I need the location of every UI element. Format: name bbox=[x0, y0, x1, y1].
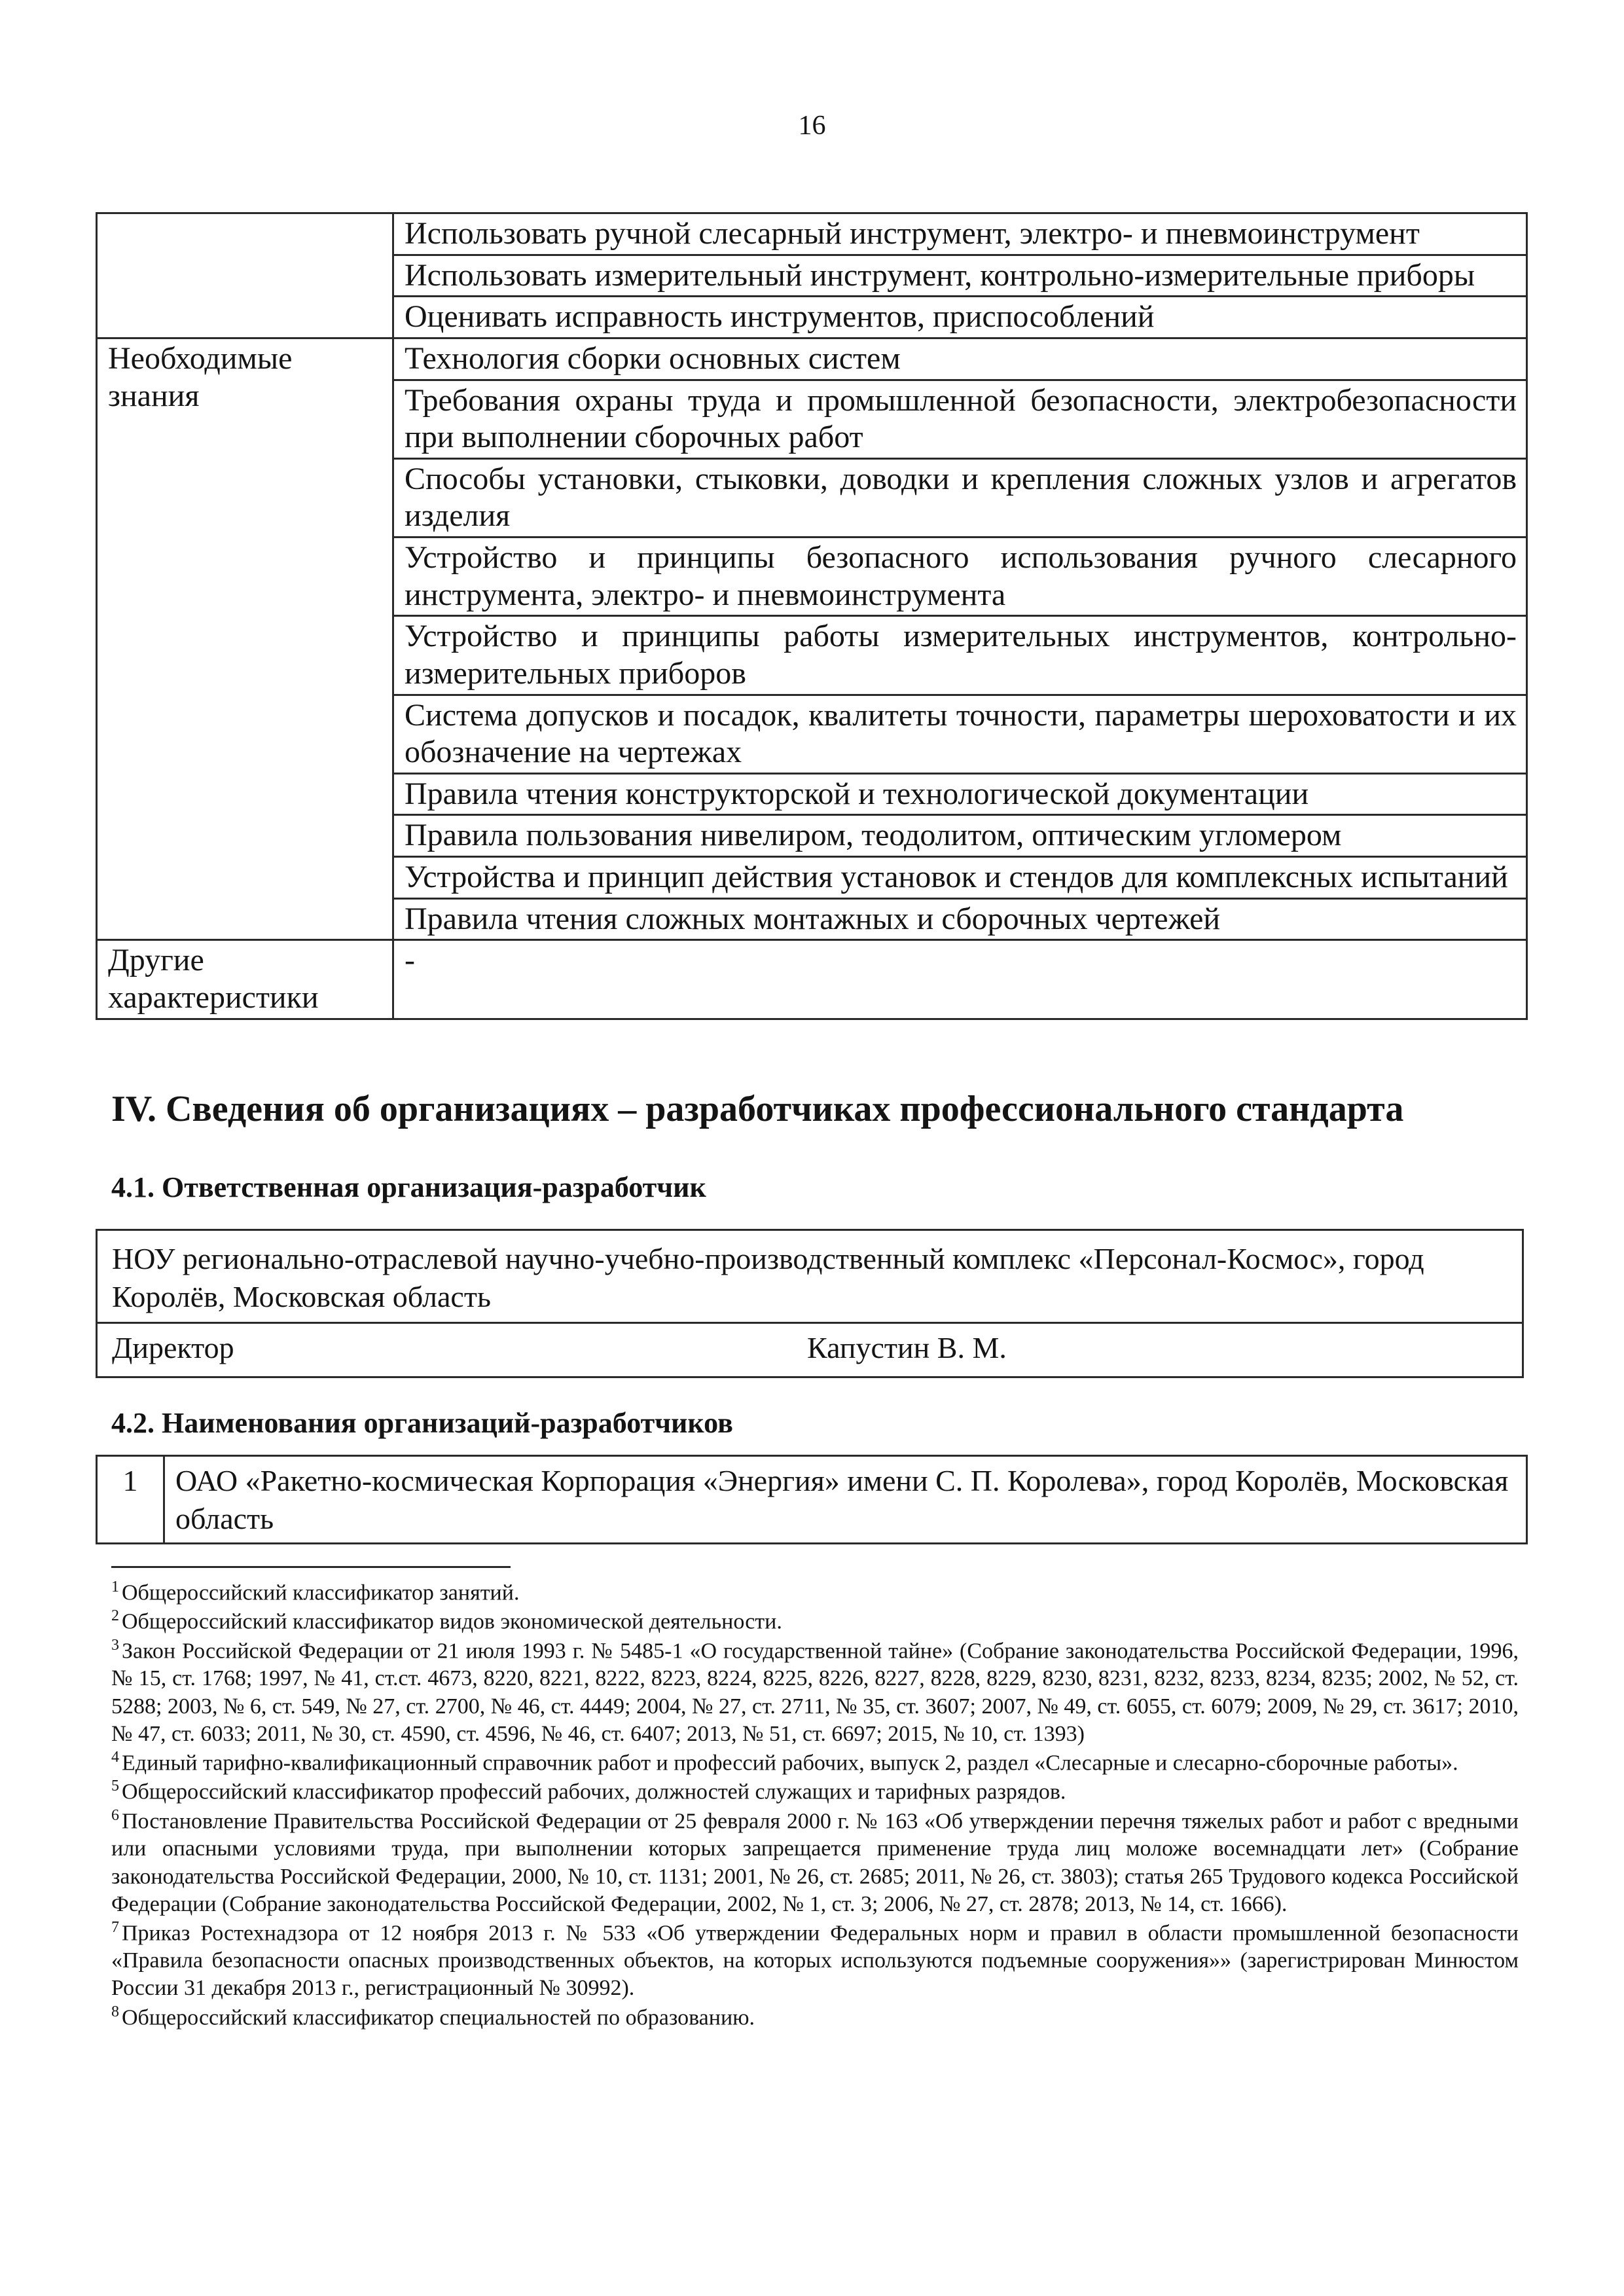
footnote-text: Закон Российской Федерации от 21 июля 1993 г. № 5485-1 «О государственной тайне» (Собрание законодательства Российской Федерации, 1996, № 15, ст. 1768; 1997, № 41, ст.ст. 4673, 8220, 8221, 8222, 8223, 8224, 8225, 8226, 8227, 8228, 8229, 8230, 8231, 8232, 8233, 8234, 8235; 2002, № 52, ст. 5288; 2003, № 6, ст. 549, № 27, ст. 2700, № 46, ст. 4449; 2004, № 27, ст. 2711, № 35, ст. 3607; 2007, № 49, ст. 6055, ст. 6079; 2009, № 29, ст. 3617; 2010, № 47, ст. 6033; 2011, № 30, ст. 4590, ст. 4596, № 46, ст. 6407; 2013, № 51, ст. 6697; 2015, № 10, ст. 1393) bbox=[111, 1639, 1519, 1746]
footnote-separator bbox=[111, 1566, 511, 1568]
footnote-text: Общероссийский классификатор профессий рабочих, должностей служащих и тарифных разрядов. bbox=[122, 1779, 1066, 1804]
knowledge-item: Правила чтения конструкторской и технологической документации bbox=[393, 773, 1527, 815]
skill-item: Использовать измерительный инструмент, контрольно-измерительные приборы bbox=[393, 255, 1527, 297]
footnote-text: Приказ Ростехнадзора от 12 ноября 2013 г. № 533 «Об утверждении Федеральных норм и правил в области промышленной безопасности «Правила безопасности опасных производственных объектов, на которых используются подъемные сооружения»» (зарегистрирован Минюстом России 31 декабря 2013 г., регистрационный № 30992). bbox=[111, 1921, 1519, 2001]
knowledge-item: Требования охраны труда и промышленной безопасности, электробезопасности при выполнении сборочных работ bbox=[393, 380, 1527, 458]
footnote-text: Общероссийский классификатор видов экономической деятельности. bbox=[122, 1609, 782, 1634]
footnote-number: 5 bbox=[111, 1777, 119, 1795]
table-row bbox=[97, 1456, 1527, 1544]
footnote-text: Постановление Правительства Российской Федерации от 25 февраля 2000 г. № 163 «Об утверждении перечня тяжелых работ и работ с вредными или опасными условиями труда, при выполнении которых запрещается применение труда лиц моложе восемнадцати лет» (Собрание законодательства Российской Федерации, 2000, № 10, ст. 1131; 2001, № 26, ст. 2685; 2011, № 26, ст. 3803); статья 265 Трудового кодекса Российской Федерации (Собрание законодательства Российской Федерации, 2002, № 1, ст. 3; 2006, № 27, ст. 2878; 2013, № 14, ст. 1666). bbox=[111, 1809, 1519, 1916]
skill-item: Использовать ручной слесарный инструмент, электро- и пневмоинструмент bbox=[393, 213, 1527, 255]
responsible-org-box bbox=[96, 1229, 1524, 1378]
org-name: НОУ регионально-отраслевой научно-учебно-производственный комплекс «Персонал-Космос», город Королёв, Московская область bbox=[112, 1242, 1424, 1313]
director-title: Директор bbox=[112, 1331, 234, 1364]
footnote bbox=[111, 1636, 1519, 1748]
subsection-title-developers: 4.2. Наименования организаций-разработчиков bbox=[111, 1407, 733, 1439]
footnote bbox=[111, 1607, 1519, 1635]
footnote-number: 2 bbox=[111, 1607, 119, 1625]
footnote-number: 6 bbox=[111, 1806, 119, 1824]
footnote-number: 7 bbox=[111, 1918, 119, 1936]
knowledge-item: Технология сборки основных систем bbox=[393, 338, 1527, 380]
skill-item: Оценивать исправность инструментов, приспособлений bbox=[393, 297, 1527, 338]
footnote-text: Общероссийский классификатор занятий. bbox=[122, 1580, 520, 1605]
row-label-empty bbox=[97, 213, 393, 338]
footnote bbox=[111, 1748, 1519, 1777]
knowledge-item: Правила пользования нивелиром, теодолитом, оптическим угломером bbox=[393, 815, 1527, 857]
knowledge-item: Система допусков и посадок, квалитеты точности, параметры шероховатости и их обозначение на чертежах bbox=[393, 695, 1527, 773]
other-item: - bbox=[393, 940, 1527, 1019]
knowledge-item: Устройство и принципы безопасного использования ручного слесарного инструмента, электро- и пневмоинструмента bbox=[393, 538, 1527, 616]
developers-table bbox=[96, 1455, 1528, 1544]
row-label-other: Другие характеристики bbox=[97, 940, 393, 1019]
footnote bbox=[111, 1777, 1519, 1806]
table-row bbox=[97, 213, 1527, 255]
skills-table bbox=[96, 212, 1528, 1020]
knowledge-item: Способы установки, стыковки, доводки и крепления сложных узлов и агрегатов изделия bbox=[393, 458, 1527, 537]
footnote-number: 1 bbox=[111, 1578, 119, 1595]
subsection-title-responsible: 4.1. Ответственная организация-разработчик bbox=[111, 1171, 706, 1203]
footnote bbox=[111, 1806, 1519, 1918]
row-label-knowledge: Необходимые знания bbox=[97, 338, 393, 939]
footnote-number: 4 bbox=[111, 1748, 119, 1766]
table-row bbox=[97, 338, 1527, 380]
section-title: IV. Сведения об организациях – разработчиках профессионального стандарта bbox=[111, 1089, 1404, 1129]
table-row bbox=[97, 940, 1527, 1019]
footnote-text: Общероссийский классификатор специальностей по образованию. bbox=[122, 2005, 755, 2030]
footnote-number: 3 bbox=[111, 1636, 119, 1654]
org-divider bbox=[98, 1322, 1522, 1324]
developer-name: ОАО «Ракетно-космическая Корпорация «Энергия» имени С. П. Королева», город Королёв, Московская область bbox=[164, 1456, 1527, 1544]
director-name: Капустин В. М. bbox=[807, 1331, 1007, 1364]
developer-number: 1 bbox=[97, 1456, 164, 1544]
footnote-text: Единый тарифно-квалификационный справочник работ и профессий рабочих, выпуск 2, раздел «Слесарные и слесарно-сборочные работы». bbox=[122, 1751, 1458, 1776]
footnote bbox=[111, 2003, 1519, 2032]
footnotes bbox=[111, 1578, 1519, 2032]
footnote-number: 8 bbox=[111, 2003, 119, 2020]
footnote bbox=[111, 1918, 1519, 2003]
knowledge-item: Правила чтения сложных монтажных и сборочных чертежей bbox=[393, 898, 1527, 940]
knowledge-item: Устройство и принципы работы измерительных инструментов, контрольно-измерительных приборов bbox=[393, 616, 1527, 695]
knowledge-item: Устройства и принцип действия установок и стендов для комплексных испытаний bbox=[393, 857, 1527, 899]
page-number: 16 bbox=[798, 111, 826, 141]
footnote bbox=[111, 1578, 1519, 1607]
